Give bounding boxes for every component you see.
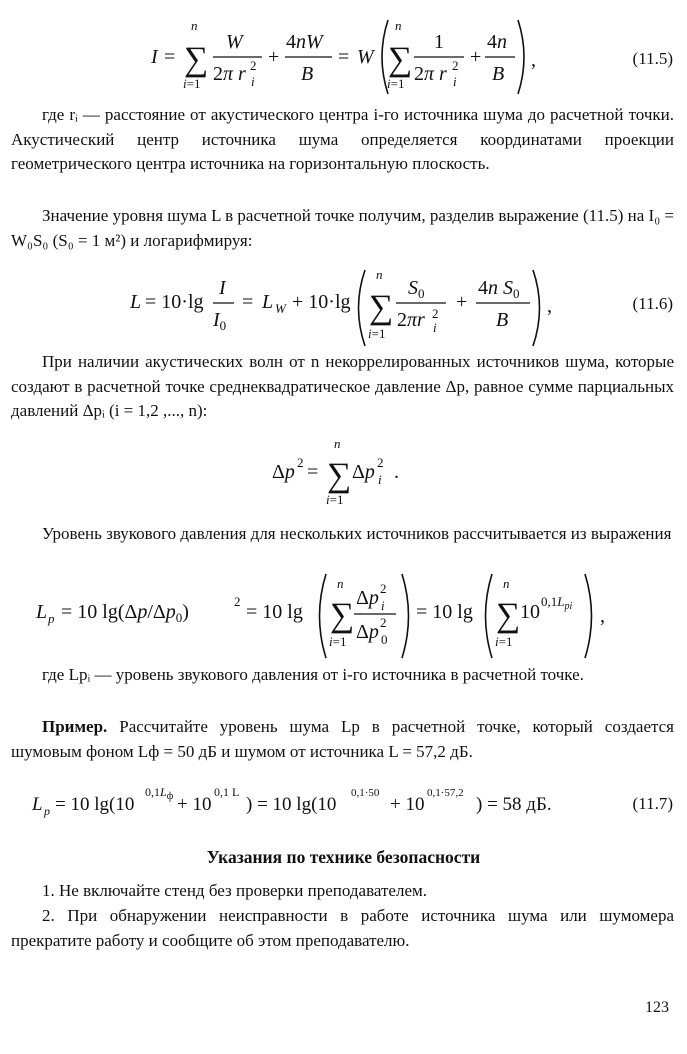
svg-text:i=1: i=1	[495, 634, 513, 649]
svg-text:∑: ∑	[184, 41, 209, 78]
svg-text:= 10·lg: = 10·lg	[145, 291, 204, 313]
svg-text:2π r: 2π r	[213, 63, 246, 85]
svg-text:0: 0	[381, 632, 388, 647]
svg-text:p: p	[48, 611, 55, 626]
svg-text:) = 10 lg(10: ) = 10 lg(10	[246, 794, 337, 815]
svg-text:= 10 lg: = 10 lg	[246, 601, 303, 623]
svg-text:=: =	[164, 46, 176, 68]
svg-text:Δp: Δp	[356, 621, 379, 643]
equation-pressure-sum-formula	[0, 438, 687, 510]
example-text: Рассчитайте уровень шума Lp в расчетной точке, который создается шумовым фоном Lф = 50 дБ и шумом от источника L = 57,2 дБ.	[11, 717, 675, 761]
equation-lp	[0, 566, 687, 658]
svg-text:n: n	[376, 267, 383, 282]
svg-text:,: ,	[547, 295, 552, 317]
equation-pressure-sum	[0, 438, 687, 510]
safety-item-1: 1. Не включайте стенд без проверки преподавателем.	[42, 881, 428, 900]
svg-text:W: W	[357, 46, 374, 68]
svg-text:2: 2	[377, 455, 384, 470]
equation-number: (11.6)	[632, 294, 673, 313]
svg-text:1: 1	[434, 31, 444, 53]
paragraph-6	[11, 715, 674, 764]
svg-text:i=1: i=1	[387, 76, 405, 91]
svg-text:∑: ∑	[388, 41, 413, 78]
equation-11-5	[0, 8, 687, 100]
svg-text:0,1·57,2: 0,1·57,2	[427, 787, 464, 799]
svg-text:0,1 L: 0,1 L	[214, 785, 240, 799]
svg-text:=: =	[242, 291, 254, 313]
svg-text:Δp: Δp	[272, 461, 295, 483]
paragraph-1: где rᵢ — расстояние от акустического центра i-го источника шума до расчетной точки. Акустический центр источника шума определяется координатами проекции геометрического центра источника на горизонтальную плоскость.	[11, 105, 674, 173]
svg-text:2: 2	[380, 615, 387, 630]
svg-text:2: 2	[380, 581, 387, 596]
svg-text:0,1Lpi: $0,1L_{pi}$	[541, 594, 573, 612]
svg-text:2: 2	[234, 594, 241, 609]
svg-text:4nW: 4nW	[286, 31, 323, 53]
svg-text:n: n	[334, 436, 341, 451]
svg-text:B: B	[301, 63, 314, 85]
paragraph-2: Значение уровня шума L в расчетной точке получим, разделив выражение (11.5) на I₀ = W₀S₀ (S₀ = 1 м²) и логарифмируя:	[11, 206, 674, 250]
equation-11-5-formula	[0, 8, 687, 100]
svg-text:= 10 lg: = 10 lg	[416, 601, 473, 623]
svg-text:2πr: 2πr	[397, 309, 425, 331]
svg-text:+ 10: + 10	[390, 794, 425, 815]
svg-text:0,1Lф: $0,1L_ф$	[145, 785, 174, 802]
svg-text:p: p	[44, 804, 50, 818]
svg-text:i: i	[378, 472, 382, 487]
svg-text:i: i	[251, 74, 255, 89]
svg-text:B: B	[496, 309, 509, 331]
svg-text:=: =	[307, 461, 319, 483]
svg-text:L: L	[262, 291, 274, 313]
svg-text:Δp: Δp	[352, 461, 375, 483]
svg-text:+: +	[268, 46, 280, 68]
svg-text:L: L	[36, 601, 48, 623]
svg-text:I0: $I_0$	[213, 309, 227, 333]
svg-text:2: 2	[432, 306, 439, 321]
svg-text:i: i	[453, 74, 457, 89]
svg-text:∑: ∑	[327, 457, 352, 494]
paragraph-4: Уровень звукового давления для нескольких источников рассчитывается из выражения	[42, 524, 672, 543]
svg-text:2: 2	[250, 58, 257, 73]
svg-text:L: L	[130, 291, 142, 313]
svg-text:n: n	[337, 576, 344, 591]
svg-text:10: 10	[520, 601, 540, 623]
equation-number: (11.7)	[632, 794, 673, 813]
svg-text:n: n	[191, 18, 198, 33]
svg-text:B: B	[492, 63, 505, 85]
paragraph-3: При наличии акустических волн от n некоррелированных источников шума, которые создают в расчетной точке среднеквадратическое давление Δp, равное сумме парциальных давлений Δpᵢ (i = 1,2 ,..., n):	[11, 352, 674, 420]
svg-text:∑: ∑	[496, 597, 521, 634]
svg-text:Δp: Δp	[356, 587, 379, 609]
svg-text:= 10 lg(Δp/Δp0): = 10 $\lg(\Delta p/\Delta p_0)$	[61, 601, 189, 625]
svg-text:S0: $S_0$	[408, 277, 425, 301]
svg-text:4n S0: 4n $S_0$	[478, 277, 520, 301]
svg-text:∑: ∑	[330, 597, 355, 634]
svg-text:L: L	[32, 794, 43, 815]
svg-text:i=1: i=1	[183, 76, 201, 91]
equation-11-7	[0, 776, 687, 824]
equation-number: (11.5)	[632, 49, 673, 68]
section-heading: Указания по технике безопасности	[206, 847, 481, 867]
svg-text:2: 2	[452, 58, 459, 73]
svg-text:i: i	[381, 598, 385, 613]
svg-text:+: +	[470, 46, 482, 68]
svg-text:0,1·50: 0,1·50	[351, 787, 380, 799]
svg-text:W: W	[226, 31, 243, 53]
paragraph-5: где Lpᵢ — уровень звукового давления от i-го источника в расчетной точке.	[42, 665, 584, 684]
svg-text:) = 58 дБ.: ) = 58 дБ.	[476, 794, 552, 815]
svg-text:+ 10: + 10	[177, 794, 212, 815]
svg-text:∑: ∑	[369, 289, 394, 326]
safety-item-2: 2. При обнаружении неисправности в работе источника шума или шумомера прекратите работу и сообщите об этом преподавателю.	[11, 906, 674, 950]
svg-text:= 10 lg(10: = 10 lg(10	[55, 794, 135, 815]
equation-11-7-formula	[0, 776, 687, 824]
example-label: Пример.	[42, 717, 108, 736]
svg-text:+ 10·lg: + 10·lg	[292, 291, 351, 313]
svg-text:=: =	[338, 46, 350, 68]
svg-text:I: I	[219, 277, 226, 299]
svg-text:,: ,	[600, 605, 605, 627]
svg-text:2: 2	[297, 455, 304, 470]
svg-text:i=1: i=1	[329, 634, 347, 649]
svg-text:,: ,	[531, 49, 536, 71]
svg-text:I: I	[151, 46, 158, 68]
svg-text:i: i	[433, 320, 437, 335]
equation-11-6	[0, 262, 687, 354]
svg-text:i=1: i=1	[368, 326, 386, 341]
svg-text:i=1: i=1	[326, 492, 344, 507]
svg-text:+: +	[456, 291, 468, 313]
equation-11-6-formula	[0, 262, 687, 354]
page-number: 123	[645, 999, 669, 1016]
equation-lp-formula	[0, 566, 687, 658]
svg-text:2π r: 2π r	[414, 63, 447, 85]
svg-text:n: n	[395, 18, 402, 33]
svg-text:4n: 4n	[487, 31, 507, 53]
svg-text:W: W	[275, 301, 286, 316]
svg-text:n: n	[503, 576, 510, 591]
svg-text:.: .	[394, 461, 399, 483]
